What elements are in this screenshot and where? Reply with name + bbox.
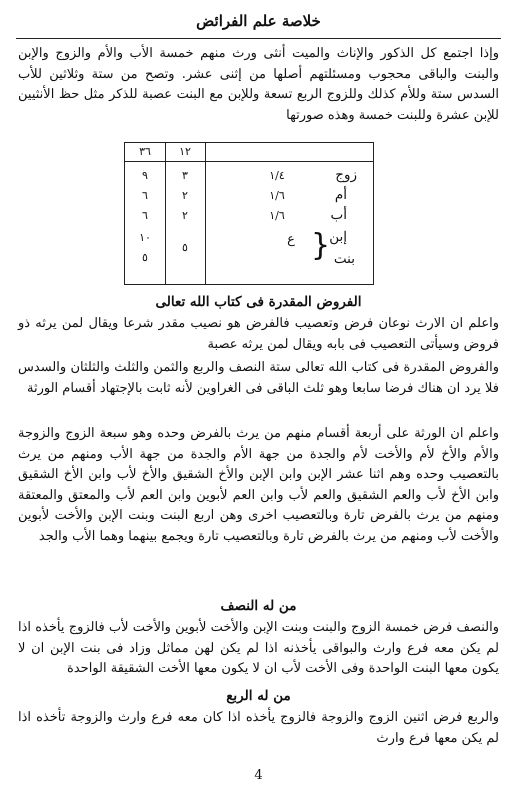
header-rule: [16, 38, 501, 39]
brace-icon: }: [311, 228, 331, 263]
heir-label: أب: [330, 207, 347, 223]
table-cell-36: ٥: [142, 251, 148, 264]
intro-paragraph: وإذا اجتمع كل الذكور والإناث والميت أنثى ورث منهم خمسة الأب والأم والزوج والإبن والبنت والباقى محجوب ومسئلتهم أصلها من إثنى عشر. وتصح من ستة وثلاثين للأب السدس ستة وللأم كذلك وللزوج الربع تسعة وللإبن مع البنت عصبة للذكر مثل حظ الأنثيين للإبن عشرة وللبنت خمسة وهذه صورتها: [18, 46, 499, 123]
heir-label: أم: [334, 187, 347, 203]
table-cell-36: ٦: [142, 209, 148, 222]
heir-label: بنت: [333, 251, 355, 267]
table-head-36: ٣٦: [139, 145, 151, 158]
paragraph-heir-categories: واعلم ان الورثة على أربعة أقسام منهم من يرث بالفرض وحده وهو سبعة الزوج والزوجة والأم والأخ لأم والأخت لأم والجدة من جهة الأم والجدة من جهة الأب ومنهم من يرث بالتعصيب وحده وهم اثنا عشر الإبن وابن الإبن والأخ الشقيق والأخ لأب وابن الأخ الشقيق وابن الأخ لأب والعم الشقيق والعم لأب وابن العم لأبوين وابن العم لأب والمعتق والمعتقة ومنهم من يرث بالفرض تارة وبالتعصيب اخرى وهن اربع البنت وبنت الإبن والأخت لأبوين والأخت لأب ومنهم من يرث بالفرض تارة وبالتعصيب تارة ويجمع بينهما وهما الأب والجد: [18, 426, 499, 544]
paragraph-quarter-share: والربع فرض اثنين الزوج والزوجة فالزوج يأخذه اذا كان معه فرع وارث والزوجة تأخذه اذا لم يكن معها فرع وارث: [18, 710, 499, 746]
table-cell-share: ١/٦: [269, 189, 285, 202]
heir-label: زوج: [335, 167, 357, 183]
table-cell-36: ٦: [142, 189, 148, 202]
page-number: 4: [254, 768, 263, 783]
asaba-mark: ع: [287, 232, 295, 247]
page-header-title: خلاصة علم الفرائض: [196, 12, 321, 30]
table-cell-36: ١٠: [139, 231, 151, 244]
table-cell-12-remainder: ٥: [182, 241, 188, 254]
table-cell-36: ٩: [142, 169, 148, 182]
section-heading-fixed-shares: الفروض المقدرة فى كتاب الله تعالى: [155, 294, 362, 310]
section-heading-quarter: من له الربع: [226, 688, 291, 704]
table-cell-12: ٢: [182, 189, 188, 202]
inheritance-table: [124, 142, 374, 285]
heir-label: إبن: [329, 229, 347, 245]
table-header-rule: [125, 161, 373, 162]
table-head-12: ١٢: [179, 145, 191, 158]
paragraph-fixed-shares: والفروض المقدرة فى كتاب الله تعالى ستة النصف والربع والثمن والثلث والثلثان والسدس فلا يرد ان هناك فرضا سابعا وهو ثلث الباقى فى الغراوين لأنه ثابت بالإجتهاد أقسام الورثة: [18, 360, 499, 396]
table-cell-share: ١/٤: [269, 169, 285, 182]
section-heading-half: من له النصف: [220, 598, 297, 614]
table-cell-12: ٢: [182, 209, 188, 222]
paragraph-inheritance-types: واعلم ان الارث نوعان فرض وتعصيب فالفرض هو نصيب مقدر شرعا ويقال لمن يرثه ذو فروض وسيأتى التعصيب فى بابه ويقال لمن يرثه عصبة: [18, 316, 499, 352]
paragraph-half-share: والنصف فرض خمسة الزوج والبنت وبنت الإبن والأخت لأبوين والأخت لأب فالزوج يأخذه اذا لم يكن معه فرع وارث والبواقى يأخذنه اذا لم يكن لهن مماثل وزاد فى بنت الإبن ان لا يكون معها البنت الواحدة وفى الأخت لأب ان لا يكون معها الأخت الشقيقة الواحدة: [18, 620, 499, 676]
table-cell-share: ١/٦: [269, 209, 285, 222]
table-column-divider: [205, 143, 206, 284]
table-cell-12: ٣: [182, 169, 188, 182]
